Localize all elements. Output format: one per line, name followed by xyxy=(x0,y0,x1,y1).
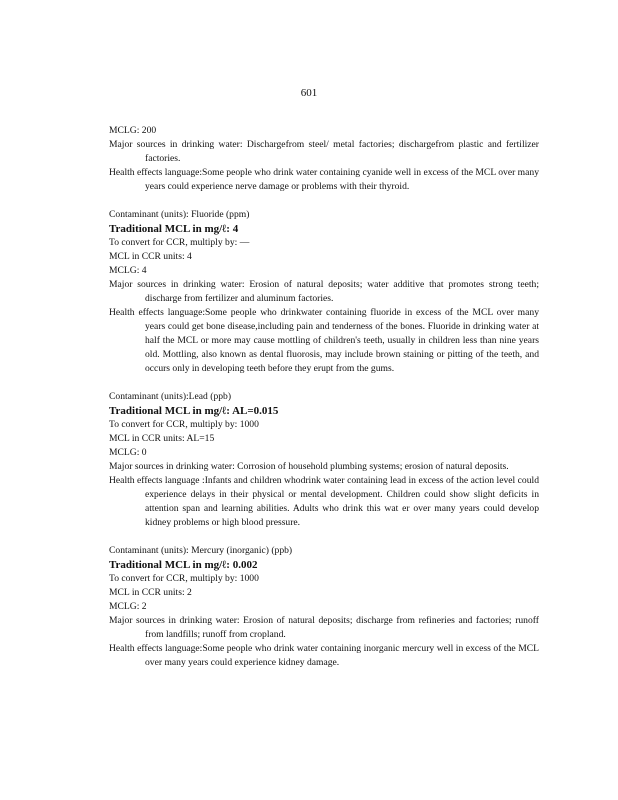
health-effects-paragraph: Health effects language:Some people who drink water containing inorganic mercury well in excess of the MCL over many years could experience kidney damage. xyxy=(109,643,539,668)
traditional-mcl-line: Traditional MCL in mg/ℓ: 0.002 xyxy=(109,559,258,571)
traditional-mcl-line: Traditional MCL in mg/ℓ: AL=0.015 xyxy=(109,405,279,417)
convert-line: To convert for CCR, multiply by: 1000 xyxy=(109,419,259,430)
major-sources-paragraph: Major sources in drinking water: Corrosion of household plumbing systems; erosion of natural deposits. xyxy=(109,461,509,472)
contaminant-heading: Contaminant (units): Mercury (inorganic) (ppb) xyxy=(109,545,293,556)
mcl-ccr-line: MCL in CCR units: AL=15 xyxy=(109,433,215,444)
page-number: 601 xyxy=(300,87,318,99)
mcl-ccr-line: MCL in CCR units: 2 xyxy=(109,587,192,598)
contaminant-block-lead xyxy=(109,390,539,530)
contaminant-heading: Contaminant (units):Lead (ppb) xyxy=(109,391,232,402)
mcl-ccr-line: MCL in CCR units: 4 xyxy=(109,251,192,262)
traditional-mcl-line: Traditional MCL in mg/ℓ: 4 xyxy=(109,223,239,235)
convert-line: To convert for CCR, multiply by: — xyxy=(109,237,250,248)
intro-block xyxy=(109,124,539,194)
major-sources-paragraph: Major sources in drinking water: Erosion of natural deposits; water additive that promotes strong teeth; discharge from fertilizer and aluminum factories. xyxy=(109,279,539,304)
mclg-line: MCLG: 2 xyxy=(109,601,147,612)
health-effects-paragraph: Health effects language:Some people who drink water containing cyanide well in excess of the MCL over many years could experience nerve damage or problems with their thyroid. xyxy=(109,167,539,192)
contaminant-block-mercury xyxy=(109,544,539,670)
major-sources-paragraph: Major sources in drinking water: Dischargefrom steel/ metal factories; dischargefrom plastic and fertilizer factories. xyxy=(109,139,539,164)
health-effects-paragraph: Health effects language :Infants and children whodrink water containing lead in excess of the action level could experience delays in their physical or mental development. Children could show slight deficits in attention span and learning abilities. Adults who drink this wat er over many years could develop kidney problems or high blood pressure. xyxy=(109,475,539,528)
convert-line: To convert for CCR, multiply by: 1000 xyxy=(109,573,259,584)
document-body xyxy=(109,124,539,670)
contaminant-block-fluoride xyxy=(109,208,539,376)
contaminant-heading: Contaminant (units): Fluoride (ppm) xyxy=(109,209,250,220)
health-effects-paragraph: Health effects language:Some people who drinkwater containing fluoride in excess of the MCL over many years could get bone disease,including pain and tenderness of the bones. Fluoride in drinking water at half the MCL or more may cause mottling of children's teeth, usually in children less than nine years old. Mottling, also known as dental fluorosis, may include brown staining or pitting of the teeth, and occurs only in developing teeth before they erupt from the gums. xyxy=(109,307,539,374)
mclg-line: MCLG: 200 xyxy=(109,125,157,136)
major-sources-paragraph: Major sources in drinking water: Erosion of natural deposits; discharge from refineries and factories; runoff from landfills; runoff from cropland. xyxy=(109,615,539,640)
mclg-line: MCLG: 4 xyxy=(109,265,147,276)
mclg-line: MCLG: 0 xyxy=(109,447,147,458)
